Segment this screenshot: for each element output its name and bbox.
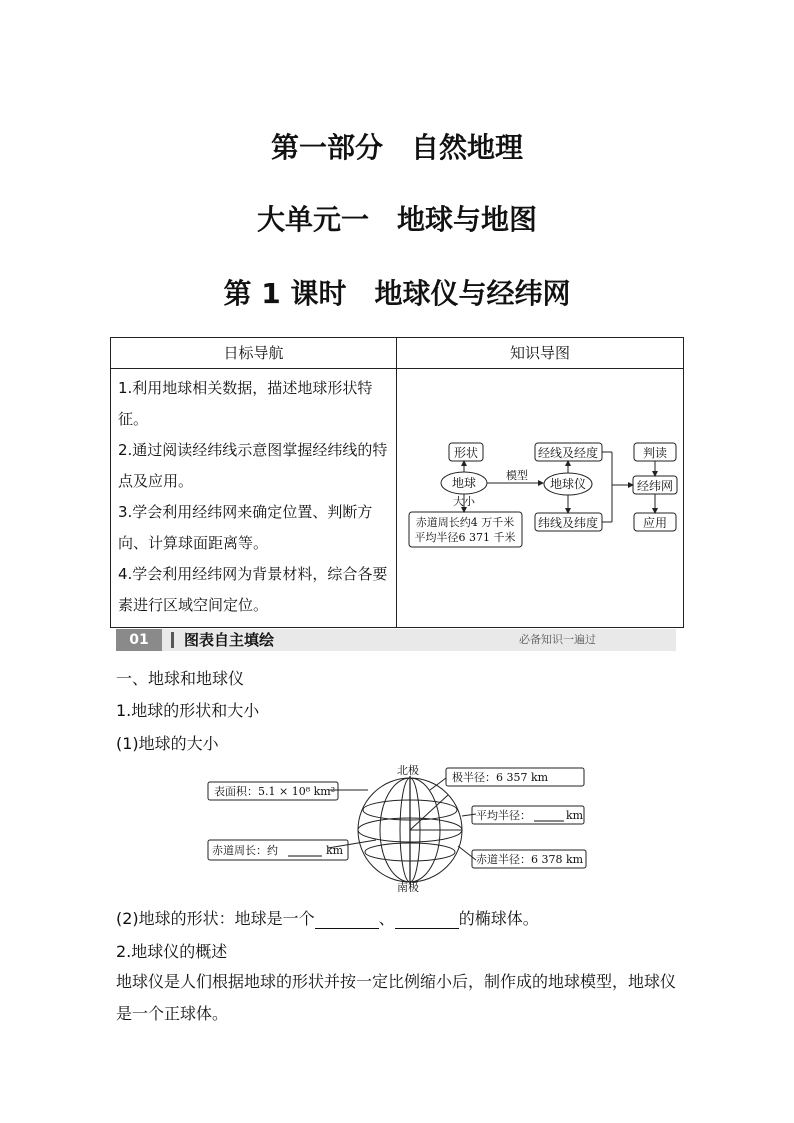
- polar-radius-label: 极半径：6 357 km: [452, 771, 549, 784]
- lesson-title: 第 1 课时 地球仪与经纬网: [223, 277, 571, 310]
- surface-area-label: 表面积：5.1 × 10⁸ km²: [214, 785, 336, 798]
- equator-length-unit: km: [326, 844, 344, 857]
- shape-prefix: (2)地球的形状：地球是一个: [116, 909, 315, 928]
- unit-title: 大单元一 地球与地图: [256, 203, 537, 236]
- mindmap-cell: [397, 369, 684, 628]
- heading-globe-overview: 2.地球仪的概述: [116, 942, 228, 961]
- section-header: [116, 629, 676, 651]
- earth-size-figure: [200, 762, 620, 892]
- map-model: 模型: [506, 469, 528, 482]
- goal-item: 2.通过阅读经纬线示意图掌握经纬线的特点及应用。: [118, 441, 388, 490]
- equatorial-radius-label: 赤道半径：6 378 km: [476, 853, 584, 866]
- part-title: 第一部分 自然地理: [270, 131, 523, 164]
- goal-item: 1.利用地球相关数据，描述地球形状特征。: [118, 379, 373, 428]
- mean-radius-unit: km: [566, 809, 584, 822]
- heading-earth-globe: 一、地球和地球仪: [116, 669, 245, 688]
- map-earth: 地球: [451, 476, 477, 490]
- objectives-table: [110, 337, 684, 628]
- section-title: 图表自主填绘: [184, 631, 275, 649]
- shape-suffix: 的椭球体。: [458, 909, 539, 928]
- goal-item: 4.学会利用经纬网为背景材料，综合各要素进行区域空间定位。: [118, 565, 388, 614]
- map-shape: 形状: [453, 446, 479, 460]
- shape-blank-2[interactable]: [395, 928, 459, 929]
- goals-header: 日标导航: [111, 338, 397, 369]
- map-data1: 赤道周长约4 万千米: [415, 516, 515, 529]
- map-lat: 纬线及纬度: [537, 516, 599, 530]
- section-subtitle: 必备知识一遍过: [519, 633, 596, 646]
- map-globe: 地球仪: [549, 477, 587, 491]
- map-grid: 经纬网: [636, 479, 674, 493]
- map-judge: 判读: [642, 446, 668, 460]
- heading-shape-size: 1.地球的形状和大小: [116, 701, 260, 720]
- shape-blank-1[interactable]: [315, 928, 379, 929]
- section-divider: [171, 632, 174, 648]
- map-data2: 平均半径6 371 千米: [414, 531, 516, 544]
- section-number: 01: [116, 629, 162, 651]
- globe-paragraph-1: 地球仪是人们根据地球的形状并按一定比例缩小后，制作成的地球模型，地球仪: [116, 972, 677, 991]
- goals-list: [111, 369, 397, 628]
- mean-radius-label: 平均半径：: [476, 809, 531, 822]
- mindmap-header: 知识导图: [397, 338, 684, 369]
- equator-length-label: 赤道周长：约: [212, 844, 278, 857]
- mindmap-diagram: [397, 369, 684, 617]
- globe-paragraph-2: 是一个正球体。: [116, 1004, 229, 1023]
- earth-shape-line: [116, 906, 539, 929]
- map-apply: 应用: [642, 516, 668, 530]
- map-size: 大小: [453, 495, 475, 508]
- shape-sep: 、: [378, 909, 395, 928]
- goal-item: 3.学会利用经纬网来确定位置、判断方向、计算球面距离等。: [118, 503, 373, 552]
- north-pole-label: 北极: [397, 764, 419, 777]
- south-pole-label: 南极: [397, 881, 419, 892]
- heading-size: (1)地球的大小: [116, 734, 219, 753]
- map-lon: 经线及经度: [537, 446, 599, 460]
